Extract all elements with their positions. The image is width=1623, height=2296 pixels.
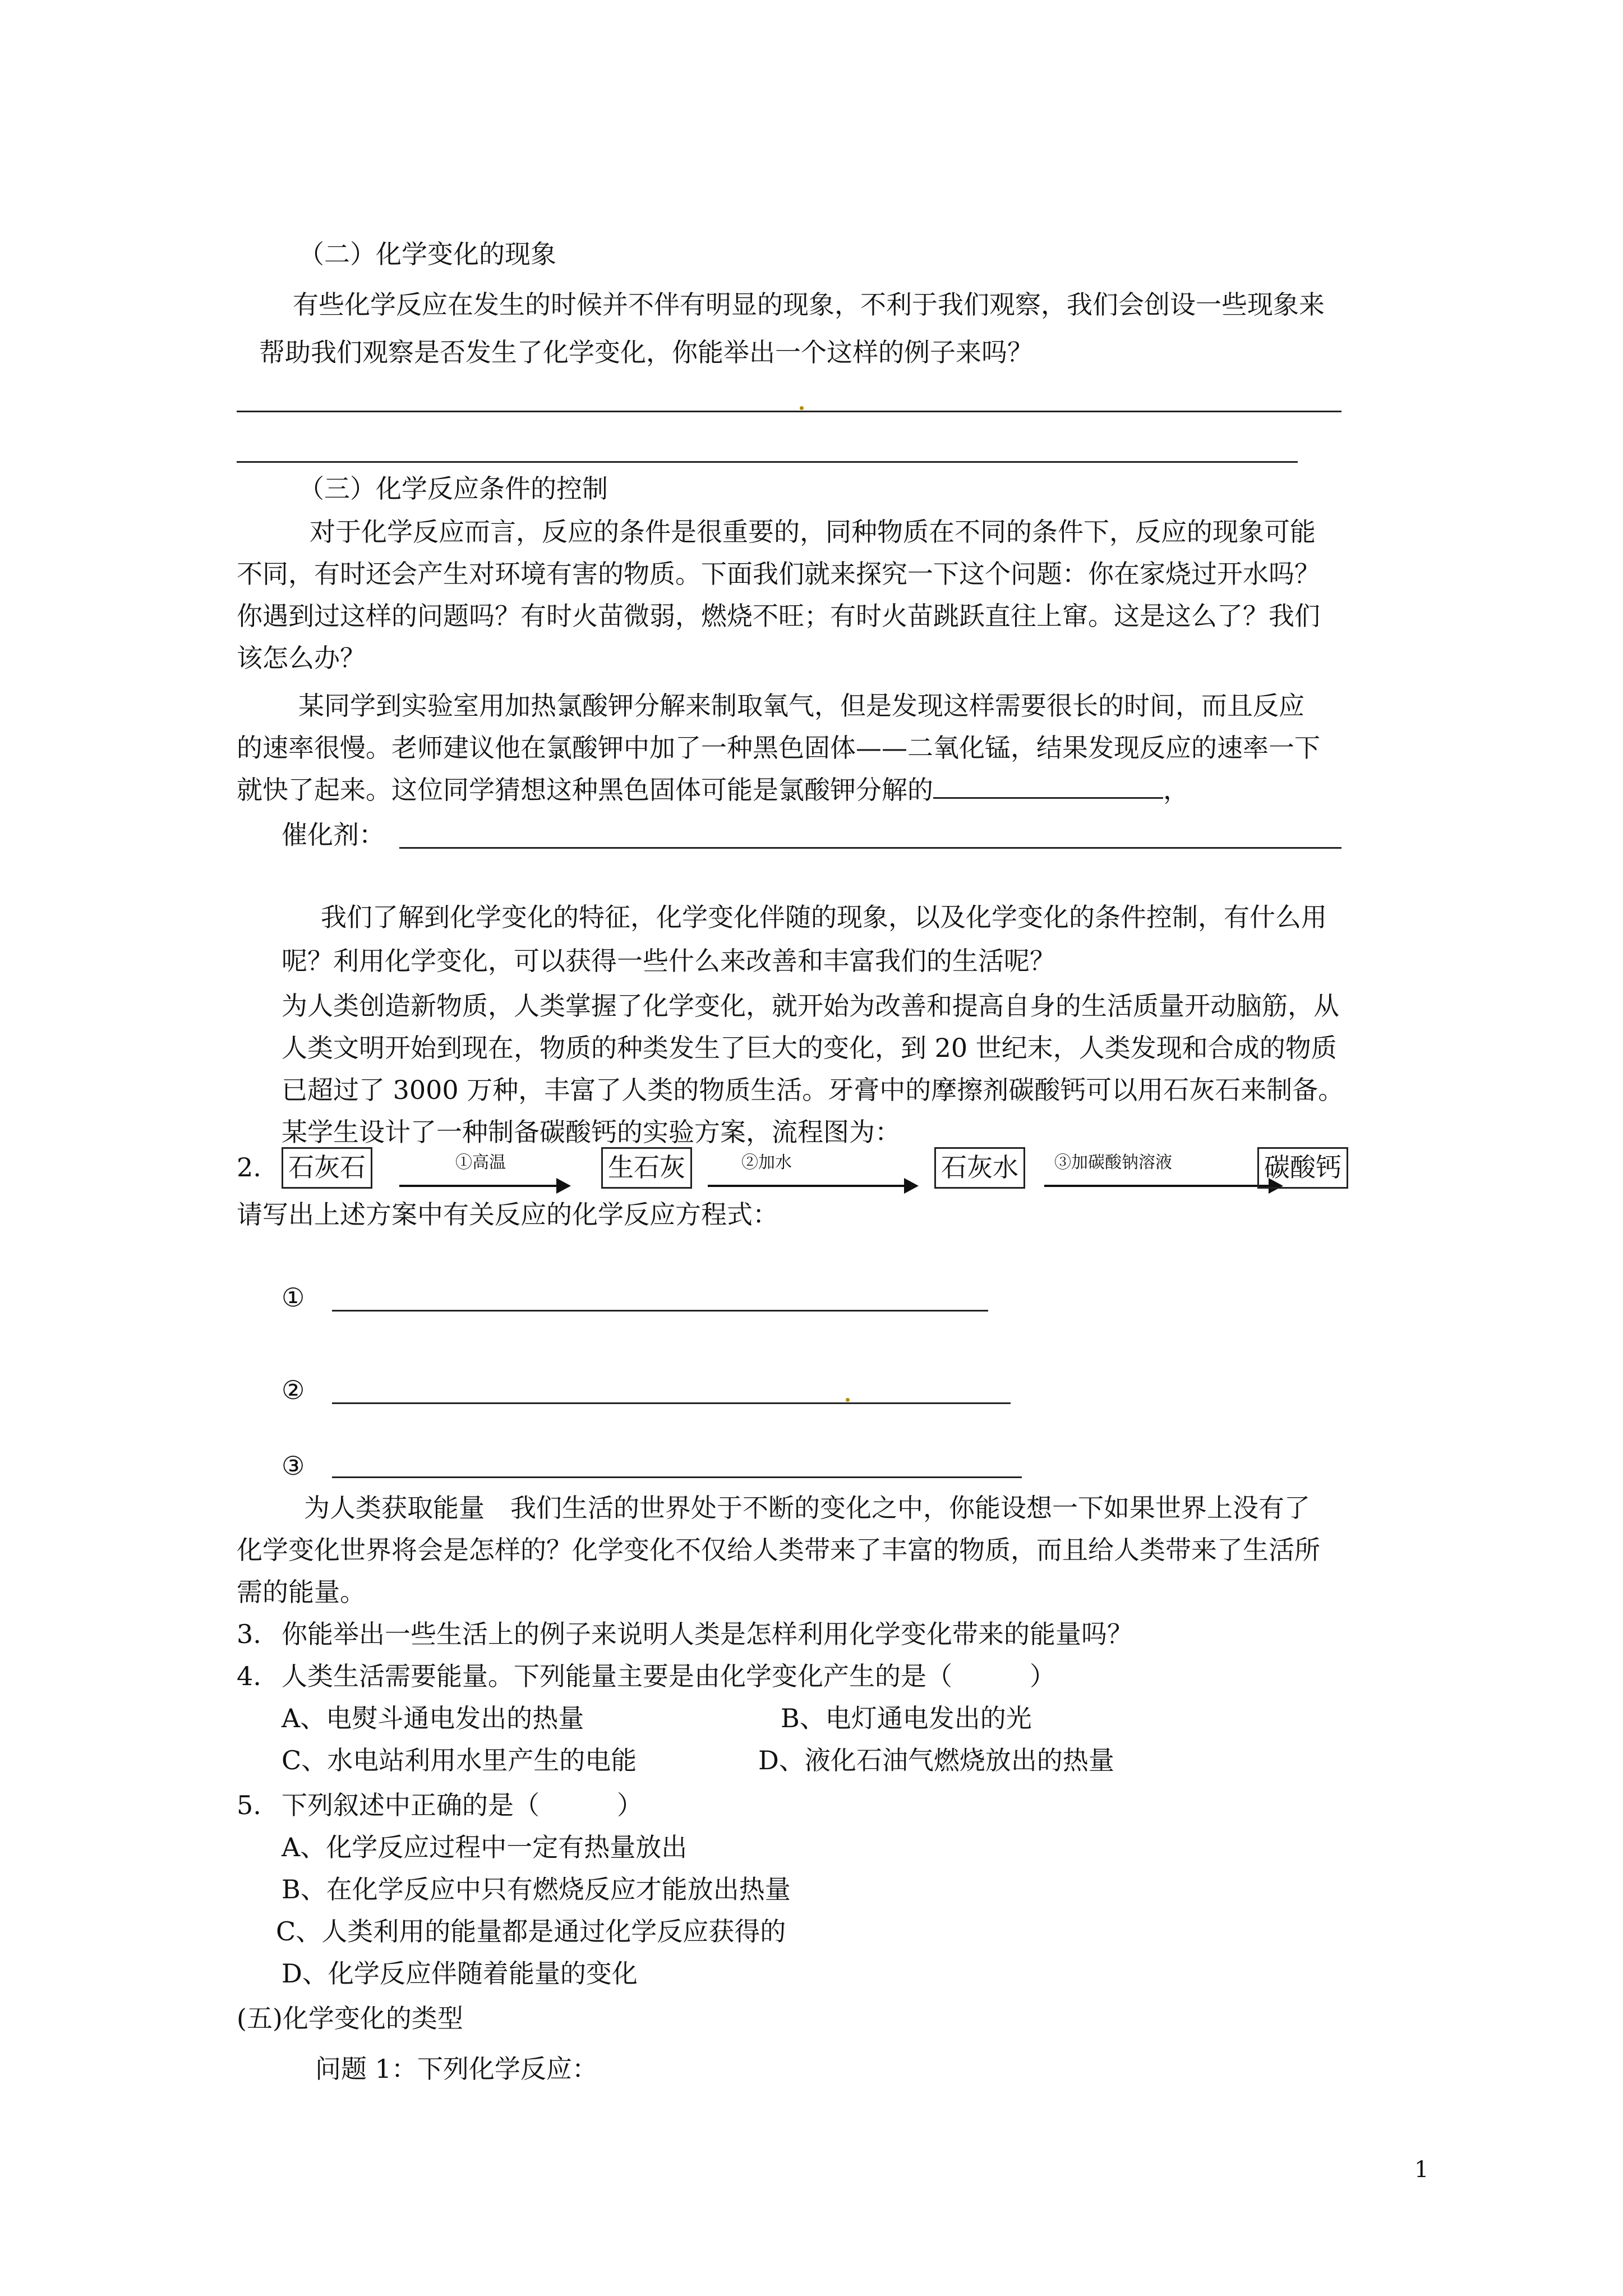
flow-arrow-3 xyxy=(1044,1185,1280,1187)
section-2-text-line-1: 有些化学反应在发生的时候并不伴有明显的现象，不利于我们观察，我们会创设一些现象来 xyxy=(293,289,1325,320)
section-4-para-1-line-2: 呢？利用化学变化，可以获得一些什么来改善和丰富我们的生活呢？ xyxy=(282,946,1055,976)
catalyst-blank[interactable] xyxy=(933,797,1163,799)
q4-number: 4. xyxy=(237,1661,261,1691)
section-2-heading: （二）化学变化的现象 xyxy=(298,239,556,269)
energy-line-3: 需的能量。 xyxy=(237,1577,366,1607)
section-3-para-2-tail: ， xyxy=(1163,775,1189,805)
section-4-para-2-line-4: 某学生设计了一种制备碳酸钙的实验方案，流程图为： xyxy=(282,1117,901,1147)
q5-option-a[interactable]: A、化学反应过程中一定有热量放出 xyxy=(282,1832,688,1862)
flow-step-1-label: ①高温 xyxy=(455,1153,506,1172)
q2-prompt: 请写出上述方案中有关反应的化学反应方程式： xyxy=(237,1199,778,1230)
flow-box-quicklime: 生石灰 xyxy=(601,1147,692,1189)
page-number: 1 xyxy=(1414,2157,1429,2183)
section-3-para-1-line-3: 你遇到过这样的问题吗？有时火苗微弱，燃烧不旺；有时火苗跳跃直往上窜。这是这么了？我们 xyxy=(237,601,1320,631)
q5-text: 下列叙述中正确的是（ ） xyxy=(282,1790,643,1820)
answer-line-1[interactable] xyxy=(237,411,1341,412)
q2-answer-3-line[interactable] xyxy=(332,1476,1022,1478)
q2-answer-1-line[interactable] xyxy=(332,1310,988,1312)
q5-option-b[interactable]: B、在化学反应中只有燃烧反应才能放出热量 xyxy=(282,1874,791,1904)
q4-option-a[interactable]: A、电熨斗通电发出的热量 xyxy=(282,1703,584,1733)
section-4-para-2-line-2: 人类文明开始到现在，物质的种类发生了巨大的变化，到 20 世纪末，人类发现和合成的物质 xyxy=(282,1033,1337,1063)
q2-answer-1-marker: ① xyxy=(282,1282,305,1313)
answer-line-2[interactable] xyxy=(237,461,1298,463)
section-2-text-line-2: 帮助我们观察是否发生了化学变化，你能举出一个这样的例子来吗？ xyxy=(259,337,1033,367)
section-4-para-1-line-1: 我们了解到化学变化的特征，化学变化伴随的现象，以及化学变化的条件控制，有什么用 xyxy=(321,902,1327,932)
flow-step-2-label: ②加水 xyxy=(741,1153,792,1172)
flow-box-limestone: 石灰石 xyxy=(282,1147,372,1189)
q4-option-d[interactable]: D、液化石油气燃烧放出的热量 xyxy=(758,1745,1114,1775)
section-3-para-1-line-1: 对于化学反应而言，反应的条件是很重要的，同种物质在不同的条件下，反应的现象可能 xyxy=(310,517,1316,547)
stray-dot xyxy=(800,406,804,410)
section-3-para-2-line-3 xyxy=(237,777,1189,803)
q3-text: 你能举出一些生活上的例子来说明人类是怎样利用化学变化带来的能量吗？ xyxy=(282,1619,1133,1649)
section-4-para-2-line-3: 已超过了 3000 万种，丰富了人类的物质生活。牙膏中的摩擦剂碳酸钙可以用石灰石来制备。 xyxy=(282,1075,1344,1105)
flow-box-limewater: 石灰水 xyxy=(934,1147,1025,1189)
section-5-question-1: 问题 1：下列化学反应： xyxy=(315,2054,598,2084)
q5-option-d[interactable]: D、化学反应伴随着能量的变化 xyxy=(282,1958,638,1989)
section-3-para-1-line-2: 不同，有时还会产生对环境有害的物质。下面我们就来探究一下这个问题：你在家烧过开水吗？ xyxy=(237,559,1320,589)
section-5-heading: (五)化学变化的类型 xyxy=(237,2003,463,2033)
q3-number: 3. xyxy=(237,1619,261,1649)
q5-number: 5. xyxy=(237,1790,261,1820)
section-3-para-2-line-2: 的速率很慢。老师建议他在氯酸钾中加了一种黑色固体——二氧化锰，结果发现反应的速率一下 xyxy=(237,733,1320,763)
q4-text: 人类生活需要能量。下列能量主要是由化学变化产生的是（ ） xyxy=(282,1661,1055,1691)
flow-arrow-1 xyxy=(399,1185,568,1187)
energy-line-2: 化学变化世界将会是怎样的？化学变化不仅给人类带来了丰富的物质，而且给人类带来了生活所 xyxy=(237,1535,1320,1565)
section-3-heading: （三）化学反应条件的控制 xyxy=(298,473,608,504)
stray-dot-2 xyxy=(846,1398,850,1402)
flow-step-3-label: ③加碳酸钠溶液 xyxy=(1054,1153,1172,1172)
catalyst-label: 催化剂： xyxy=(282,820,385,850)
section-3-para-2-line-3-text: 就快了起来。这位同学猜想这种黑色固体可能是氯酸钾分解的 xyxy=(237,775,933,805)
section-4-para-2-line-1: 为人类创造新物质，人类掌握了化学变化，就开始为改善和提高自身的生活质量开动脑筋，从 xyxy=(282,991,1339,1021)
section-3-para-1-line-4: 该怎么办？ xyxy=(237,643,366,673)
q2-number: 2. xyxy=(237,1152,261,1182)
energy-line-1: 为人类获取能量 我们生活的世界处于不断的变化之中，你能设想一下如果世界上没有了 xyxy=(304,1493,1310,1523)
q4-option-c[interactable]: C、水电站利用水里产生的电能 xyxy=(282,1745,637,1775)
q2-answer-2-marker: ② xyxy=(282,1375,305,1405)
q2-answer-2-line[interactable] xyxy=(332,1402,1011,1404)
q5-option-c[interactable]: C、人类利用的能量都是通过化学反应获得的 xyxy=(276,1916,786,1947)
catalyst-answer-line[interactable] xyxy=(399,847,1341,849)
q4-option-b[interactable]: B、电灯通电发出的光 xyxy=(781,1703,1032,1733)
q2-answer-3-marker: ③ xyxy=(282,1451,305,1481)
section-3-para-2-line-1: 某同学到实验室用加热氯酸钾分解来制取氧气，但是发现这样需要很长的时间，而且反应 xyxy=(298,691,1304,721)
flow-box-calcium-carbonate: 碳酸钙 xyxy=(1257,1147,1348,1189)
flow-arrow-2 xyxy=(708,1185,915,1187)
